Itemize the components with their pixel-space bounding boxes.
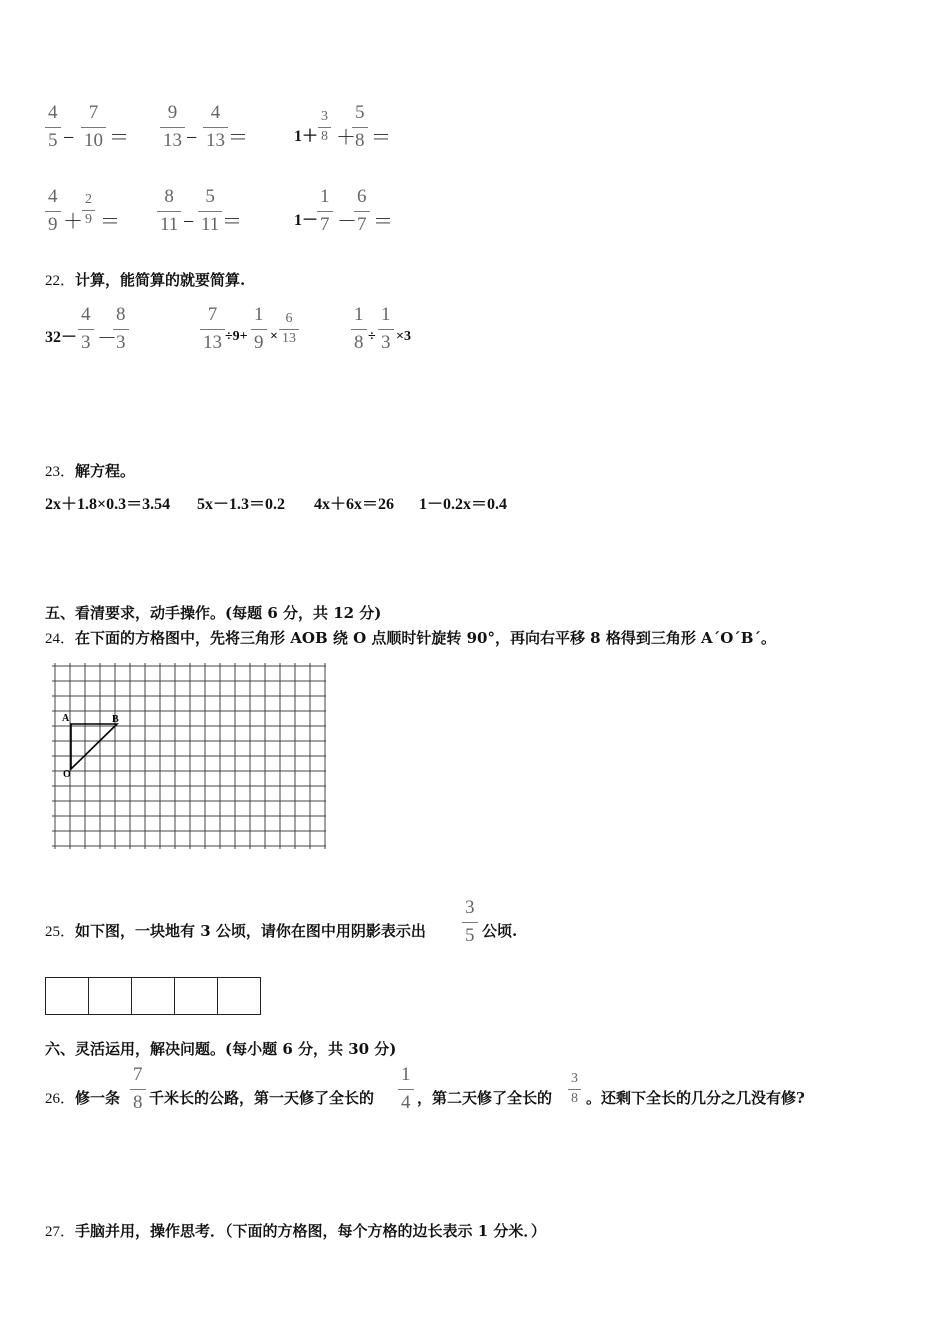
fraction: 4 9 xyxy=(45,187,61,234)
question-text: 计算，能简算的就要简算. xyxy=(75,271,246,289)
fraction: 3 5 xyxy=(462,898,478,945)
question-number: 25． xyxy=(45,924,76,940)
fraction: 2 9 xyxy=(82,193,95,227)
operator: ＋ xyxy=(63,211,83,233)
fraction: 5 11 xyxy=(198,187,222,234)
land-cell[interactable] xyxy=(46,978,88,1014)
operator: × xyxy=(270,329,278,344)
question-24-heading xyxy=(45,631,776,647)
land-cell[interactable] xyxy=(131,978,174,1014)
question-text: 如下图，一块地有 3 公顷，请你在图中用阴影表示出 xyxy=(75,922,426,940)
question-number: 24． xyxy=(45,631,76,647)
equation-1: 2x＋1.8×0.3＝3.54 xyxy=(45,496,171,513)
question-number: 27． xyxy=(45,1224,76,1240)
point-label-b: B xyxy=(112,714,119,725)
question-text: 。还剩下全长的几分之几没有修? xyxy=(586,1089,805,1107)
fraction: 1 4 xyxy=(398,1065,414,1112)
equals-sign: ＝ xyxy=(100,211,120,233)
question-25-heading xyxy=(45,924,426,940)
fraction: 5 8 xyxy=(352,103,368,150)
fraction: 1 9 xyxy=(251,305,267,352)
question-text: ，第二天修了全长的 xyxy=(417,1089,553,1107)
question-number: 26． xyxy=(45,1091,76,1107)
question-text: 修一条 xyxy=(75,1089,121,1107)
equals-sign: ＝ xyxy=(222,211,242,233)
question-text: 解方程。 xyxy=(75,462,136,480)
operator: − xyxy=(186,127,198,149)
operator: ÷ xyxy=(368,329,376,344)
square-grid xyxy=(44,660,326,857)
fraction: 4 13 xyxy=(203,103,228,150)
question-number: 23． xyxy=(45,464,76,480)
section-5-title: 五、看清要求，动手操作。(每题 6 分，共 12 分) xyxy=(45,604,382,622)
fraction: 1 7 xyxy=(317,187,333,234)
equation-3: 4x＋6x＝26 xyxy=(314,496,395,513)
leading-term: 32－ xyxy=(45,329,78,346)
equals-sign: ＝ xyxy=(373,211,393,233)
fraction: 1 3 xyxy=(378,305,394,352)
triangle-aob xyxy=(71,724,117,769)
operator: − xyxy=(63,127,75,149)
point-label-o: O xyxy=(63,769,71,780)
fraction: 3 8 xyxy=(318,110,331,144)
land-cell[interactable] xyxy=(217,978,260,1014)
operator: － xyxy=(337,211,357,233)
fraction: 7 10 xyxy=(81,103,106,150)
equals-sign: ＝ xyxy=(228,127,248,149)
operator: ＋ xyxy=(336,127,356,149)
equation-4: 1－0.2x＝0.4 xyxy=(419,496,508,513)
fraction: 1 8 xyxy=(351,305,367,352)
question-text: 在下面的方格图中，先将三角形 AOB 绕 O 点顺时针旋转 90°，再向右平移 8 格得到三角形 A´O´B´。 xyxy=(75,629,776,647)
leading-term: 1－ xyxy=(294,212,319,229)
point-label-a: A xyxy=(62,713,70,724)
fraction: 6 7 xyxy=(354,187,370,234)
fraction: 8 3 xyxy=(113,305,129,352)
operator: ÷9+ xyxy=(225,329,248,344)
question-text: 手脑并用，操作思考．（下面的方格图，每个方格的边长表示 1 分米．） xyxy=(75,1222,546,1240)
fraction: 7 8 xyxy=(130,1065,146,1112)
fraction: 4 3 xyxy=(78,305,94,352)
operator: − xyxy=(183,211,195,233)
question-27-heading xyxy=(45,1224,546,1240)
leading-term: 1＋ xyxy=(294,128,319,145)
fraction: 7 13 xyxy=(200,305,225,352)
operator: ×3 xyxy=(396,329,411,344)
equation-2: 5x－1.3＝0.2 xyxy=(197,496,286,513)
land-cell[interactable] xyxy=(174,978,217,1014)
land-cell[interactable] xyxy=(88,978,131,1014)
question-26-heading xyxy=(45,1091,120,1107)
question-22-heading xyxy=(45,273,245,289)
equals-sign: ＝ xyxy=(109,127,129,149)
land-strip xyxy=(45,977,261,1015)
fraction: 4 5 xyxy=(45,103,61,150)
question-text-end: 公顷. xyxy=(482,922,518,940)
fraction: 8 11 xyxy=(157,187,181,234)
operator: － xyxy=(97,328,117,350)
question-23-heading xyxy=(45,464,135,480)
section-6-title: 六、灵活运用，解决问题。(每小题 6 分，共 30 分) xyxy=(45,1040,397,1058)
question-number: 22． xyxy=(45,273,76,289)
fraction: 3 8 xyxy=(568,1072,581,1106)
question-text: 千米长的公路，第一天修了全长的 xyxy=(149,1089,375,1107)
fraction: 6 13 xyxy=(279,312,299,346)
equals-sign: ＝ xyxy=(371,127,391,149)
fraction: 9 13 xyxy=(160,103,185,150)
